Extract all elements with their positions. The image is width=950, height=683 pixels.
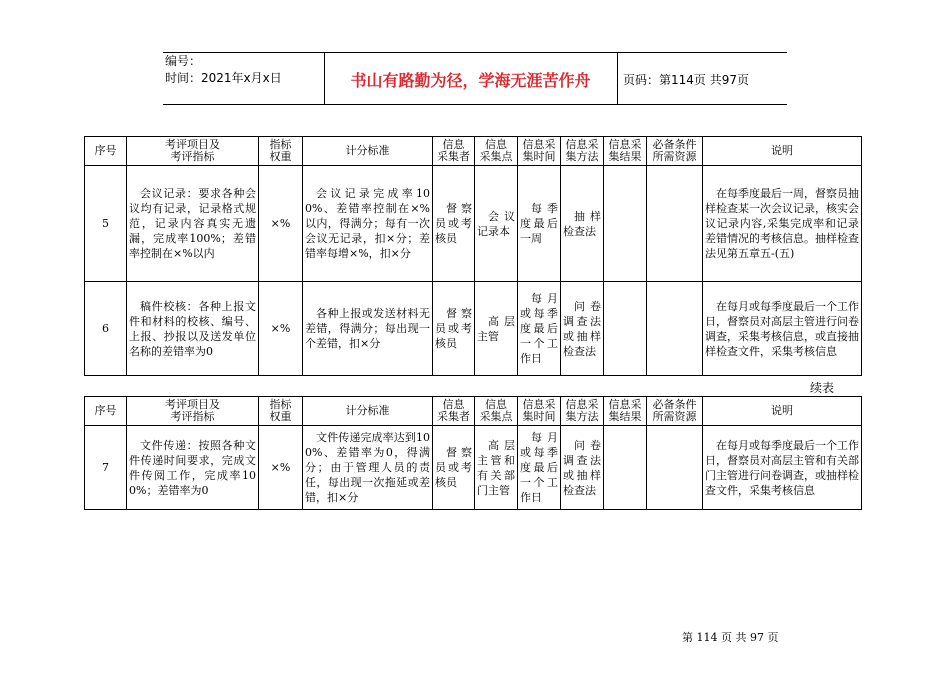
assessment-table-1 (84, 136, 862, 376)
col-header-scoring: 计分标准 (303, 137, 433, 166)
cell-resources (647, 426, 703, 510)
cell-method: 抽样检查法 (561, 166, 604, 282)
document-number-label: 编号： (165, 54, 202, 68)
page-footer: 第 114 页 共 97 页 (682, 631, 779, 644)
col-header-desc: 说明 (703, 137, 862, 166)
cell-point: 高层主管 (475, 282, 518, 376)
col-header-time (518, 397, 561, 426)
header-meta (165, 53, 282, 87)
cell-result (604, 282, 647, 376)
col-header-resources (647, 397, 703, 426)
cell-point: 会议记录本 (475, 166, 518, 282)
col-header-weight (259, 397, 303, 426)
cell-desc: 在每季度最后一周，督察员抽样检查某一次会议记录，核实会议记录内容,采集完成率和记录差错情况的考核信息。抽样检查法见第五章五-(五) (703, 166, 862, 282)
cell-weight: ×% (259, 282, 303, 376)
assessment-table-2 (84, 396, 862, 510)
col-header-collector (433, 397, 475, 426)
col-header-point-text: 信息 采集点 (479, 138, 513, 163)
col-header-method-text: 信息采 集方法 (565, 398, 599, 423)
cell-scoring: 各种上报或发送材料无差错，得满分；每出现一个差错，扣×分 (303, 282, 433, 376)
col-header-method (561, 137, 604, 166)
col-header-weight (259, 137, 303, 166)
cell-weight: ×% (259, 426, 303, 510)
cell-result (604, 426, 647, 510)
col-header-method (561, 397, 604, 426)
header-page-info: 页码：第114页 共97页 (623, 73, 749, 87)
cell-time: 每月或每季度最后一个工作日 (518, 426, 561, 510)
cell-scoring: 会议记录完成率100%、差错率控制在×%以内，得满分；每有一次会议无记录，扣×分；差错率每增×%，扣×分 (303, 166, 433, 282)
col-header-desc: 说明 (703, 397, 862, 426)
col-header-point-text: 信息 采集点 (479, 398, 513, 423)
cell-weight: ×% (259, 166, 303, 282)
table-row (85, 166, 862, 282)
col-header-resources-text: 必备条件 所需资源 (652, 398, 697, 423)
col-header-time-text: 信息采 集时间 (522, 398, 556, 423)
table-row (85, 426, 862, 510)
col-header-point (475, 137, 518, 166)
col-header-no: 序号 (85, 137, 127, 166)
col-header-resources-text: 必备条件 所需资源 (652, 138, 697, 163)
header-motto: 书山有路勤为径，学海无涯苦作舟 (350, 71, 591, 90)
cell-time: 每月或每季度最后一个工作日 (518, 282, 561, 376)
table-header-row (85, 397, 862, 426)
cell-time: 每季度最后一周 (518, 166, 561, 282)
col-header-resources (647, 137, 703, 166)
cell-collector: 督察员或考核员 (433, 426, 475, 510)
cell-no: 5 (85, 166, 127, 282)
header-bottom-rule (163, 104, 787, 105)
cell-method: 问卷调查法或抽样检查法 (561, 282, 604, 376)
table-row (85, 282, 862, 376)
cell-item: 会议记录：要求各种会议均有记录，记录格式规范，记录内容真实无遗漏，完成率100%；差错率控制在×%以内 (127, 166, 259, 282)
cell-desc: 在每月或每季度最后一个工作日，督察员对高层主管和有关部门主管进行问卷调查，或抽样检查文件，采集考核信息 (703, 426, 862, 510)
cell-result (604, 166, 647, 282)
col-header-time (518, 137, 561, 166)
cell-no: 6 (85, 282, 127, 376)
cell-resources (647, 166, 703, 282)
cell-desc: 在每月或每季度最后一个工作日，督察员对高层主管进行问卷调查，采集考核信息，或直接抽样检查文件，采集考核信息 (703, 282, 862, 376)
header-divider-right (617, 52, 618, 104)
col-header-result (604, 397, 647, 426)
col-header-weight-text: 指标 权重 (269, 398, 292, 423)
cell-collector: 督察员或考核员 (433, 282, 475, 376)
header-divider-left (324, 52, 325, 104)
col-header-no: 序号 (85, 397, 127, 426)
col-header-collector-text: 信息 采集者 (437, 138, 470, 163)
col-header-time-text: 信息采 集时间 (522, 138, 556, 163)
col-header-item-text: 考评项目及 考评指标 (165, 398, 220, 423)
cell-no: 7 (85, 426, 127, 510)
col-header-method-text: 信息采 集方法 (565, 138, 599, 163)
cell-item: 稿件校核：各种上报文件和材料的校核、编号、上报、抄报以及送发单位名称的差错率为0 (127, 282, 259, 376)
col-header-item-text: 考评项目及 考评指标 (165, 138, 220, 163)
cell-method: 问卷调查法或抽样检查法 (561, 426, 604, 510)
col-header-weight-text: 指标 权重 (269, 138, 292, 163)
col-header-item (127, 137, 259, 166)
col-header-result (604, 137, 647, 166)
cell-item: 文件传递：按照各种文件传递时间要求，完成文件传阅工作，完成率100%；差错率为0 (127, 426, 259, 510)
cell-resources (647, 282, 703, 376)
col-header-collector-text: 信息 采集者 (437, 398, 470, 423)
table-header-row (85, 137, 862, 166)
col-header-result-text: 信息采 集结果 (608, 398, 642, 423)
col-header-item (127, 397, 259, 426)
col-header-collector (433, 137, 475, 166)
col-header-scoring: 计分标准 (303, 397, 433, 426)
cell-collector: 督察员或考核员 (433, 166, 475, 282)
document-time-label: 时间：2021年x月x日 (165, 71, 282, 85)
page-header (163, 52, 787, 104)
cell-point: 高层主管和有关部门主管 (475, 426, 518, 510)
col-header-point (475, 397, 518, 426)
continued-label: 续表 (810, 381, 835, 395)
cell-scoring: 文件传递完成率达到100%、差错率为0，得满分；由于管理人员的责任，每出现一次拖延或差错，扣×分 (303, 426, 433, 510)
col-header-result-text: 信息采 集结果 (608, 138, 642, 163)
